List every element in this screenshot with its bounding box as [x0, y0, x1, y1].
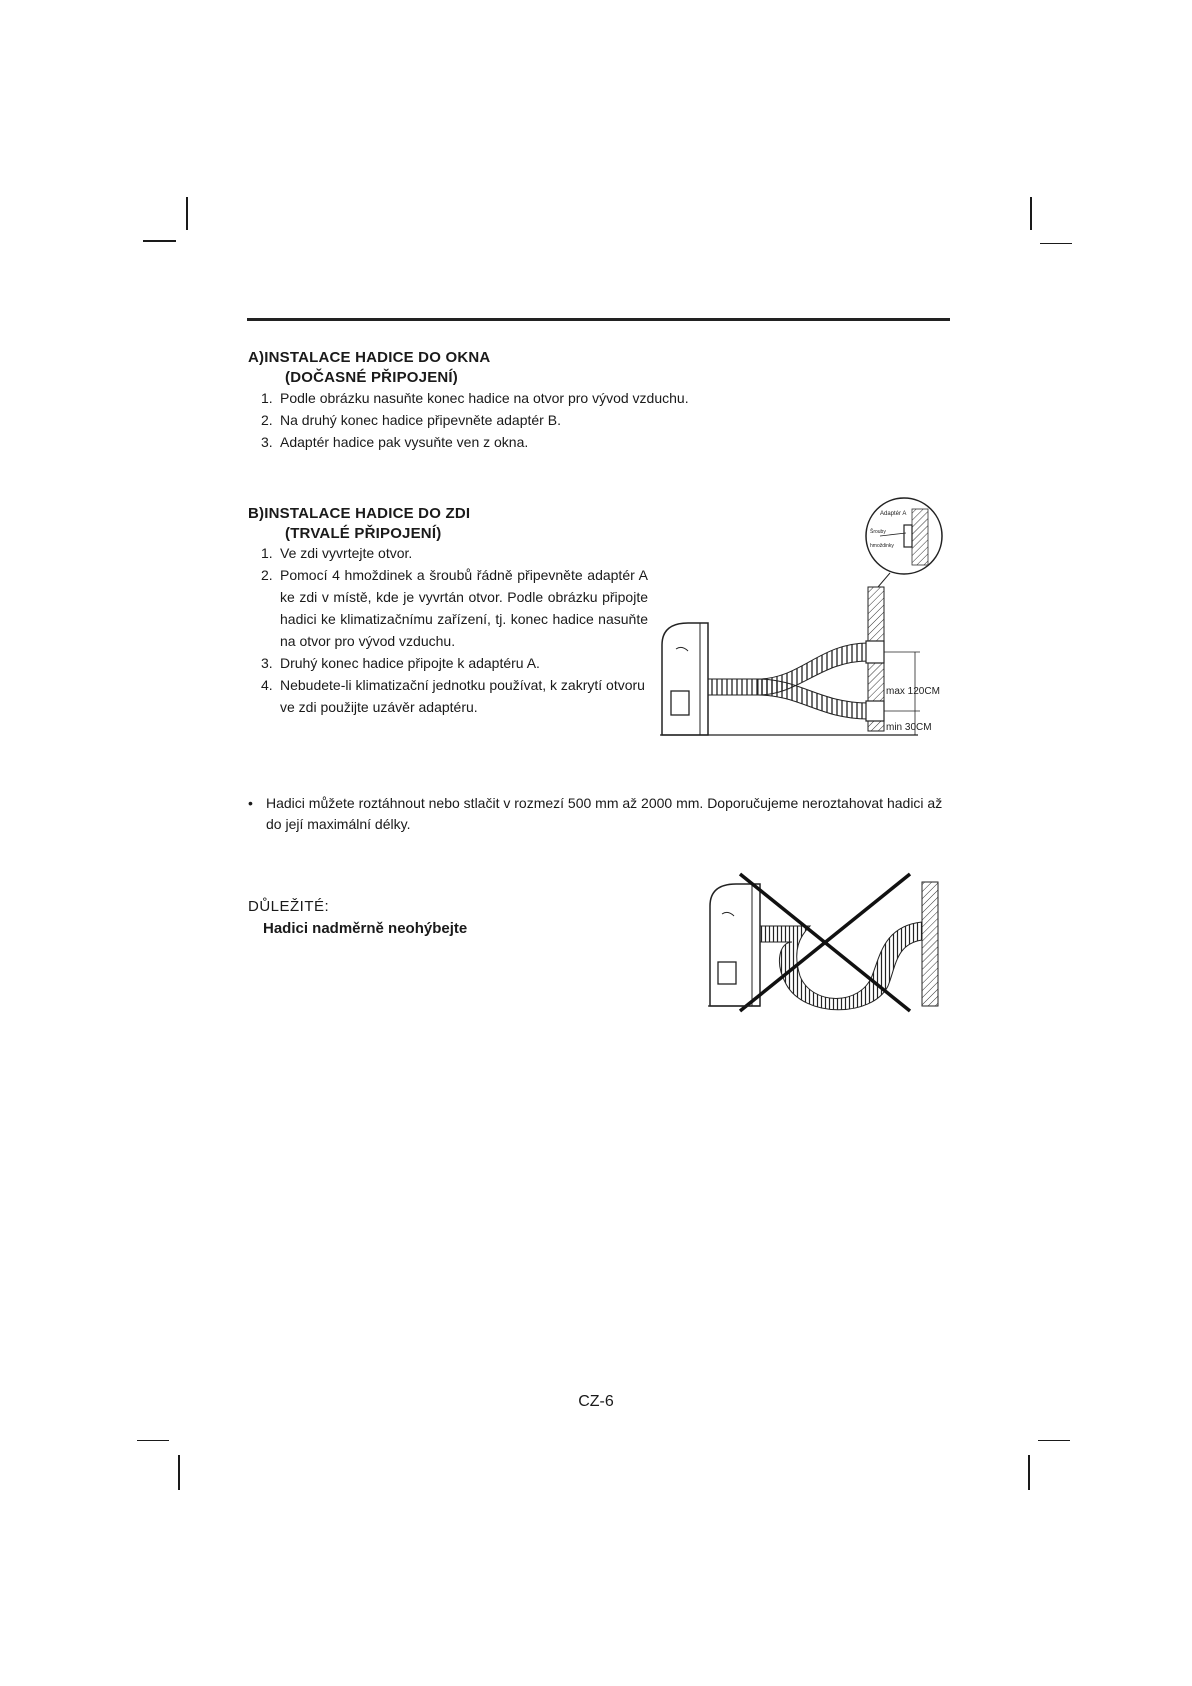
hose-length-note	[248, 793, 953, 835]
crop-mark-top-left-vertical	[186, 197, 188, 230]
crop-mark-top-right-vertical	[1030, 197, 1032, 230]
section-a-subheading: (DOČASNÉ PŘIPOJENÍ)	[285, 369, 458, 386]
wall-installation-drawing	[640, 495, 960, 740]
do-not-bend-figure	[700, 866, 950, 1016]
label-max-height: max 120CM	[886, 686, 940, 697]
crop-mark-top-right-horizontal	[1040, 243, 1072, 244]
wall-installation-figure	[640, 495, 960, 740]
list-item: 1. Ve zdi vyvrtejte otvor.	[261, 545, 413, 561]
crop-mark-bottom-left-vertical	[178, 1455, 180, 1490]
wall	[922, 882, 938, 1006]
crop-mark-bottom-left-horizontal	[137, 1440, 169, 1441]
header-rule	[247, 318, 950, 321]
list-item: 2. Pomocí 4 hmoždinek a šroubů řádně připevněte adaptér A ke zdi v místě, kde je vyvrtán otvor. Podle obrázku připojte hadici ke klimatizačnímu zařízení, tj. konec hadice nasuňte na otvor pro vývod vzduchu.	[261, 567, 648, 649]
section-b-heading: B)INSTALACE HADICE DO ZDI	[248, 505, 471, 522]
crop-mark-bottom-right-vertical	[1028, 1455, 1030, 1490]
do-not-bend-drawing	[700, 866, 950, 1016]
crop-mark-top-left-horizontal	[143, 240, 176, 242]
important-text: Hadici nadměrně neohýbejte	[263, 920, 468, 937]
section-b-subheading: (TRVALÉ PŘIPOJENÍ)	[285, 525, 442, 542]
section-a	[248, 349, 948, 453]
list-item: 3. Adaptér hadice pak vysuňte ven z okna.	[261, 434, 529, 450]
important-heading: DŮLEŽITÉ:	[248, 898, 330, 915]
list-item: 1. Podle obrázku nasuňte konec hadice na otvor pro vývod vzduchu.	[261, 390, 689, 406]
list-item: 4. Nebudete-li klimatizační jednotku používat, k zakrytí otvoru ve zdi použijte uzávěr adaptéru.	[261, 677, 645, 715]
section-a-steps	[248, 387, 948, 453]
list-item: 2. Na druhý konec hadice připevněte adaptér B.	[261, 412, 561, 428]
ac-unit	[662, 623, 708, 735]
section-b	[248, 505, 648, 718]
label-min-height: min 30CM	[886, 722, 932, 733]
section-a-heading: A)INSTALACE HADICE DO OKNA	[248, 349, 491, 366]
inset-label-screws: Šrouby	[870, 529, 886, 535]
crop-mark-bottom-right-horizontal	[1038, 1440, 1070, 1441]
inset-label-anchors: hmoždinky	[870, 543, 894, 549]
note-text: Hadici můžete roztáhnout nebo stlačit v rozmezí 500 mm až 2000 mm. Doporučujeme neroztahovat hadici až do její maximální délky.	[266, 795, 943, 832]
list-item: 3. Druhý konec hadice připojte k adaptéru A.	[261, 655, 540, 671]
inset-label-adapter: Adaptér A	[880, 511, 907, 517]
note-bullet: •	[248, 795, 253, 811]
section-b-steps	[248, 542, 648, 718]
page-number: CZ-6	[578, 1393, 614, 1410]
important-block	[248, 896, 608, 939]
bent-hose	[760, 922, 922, 1010]
